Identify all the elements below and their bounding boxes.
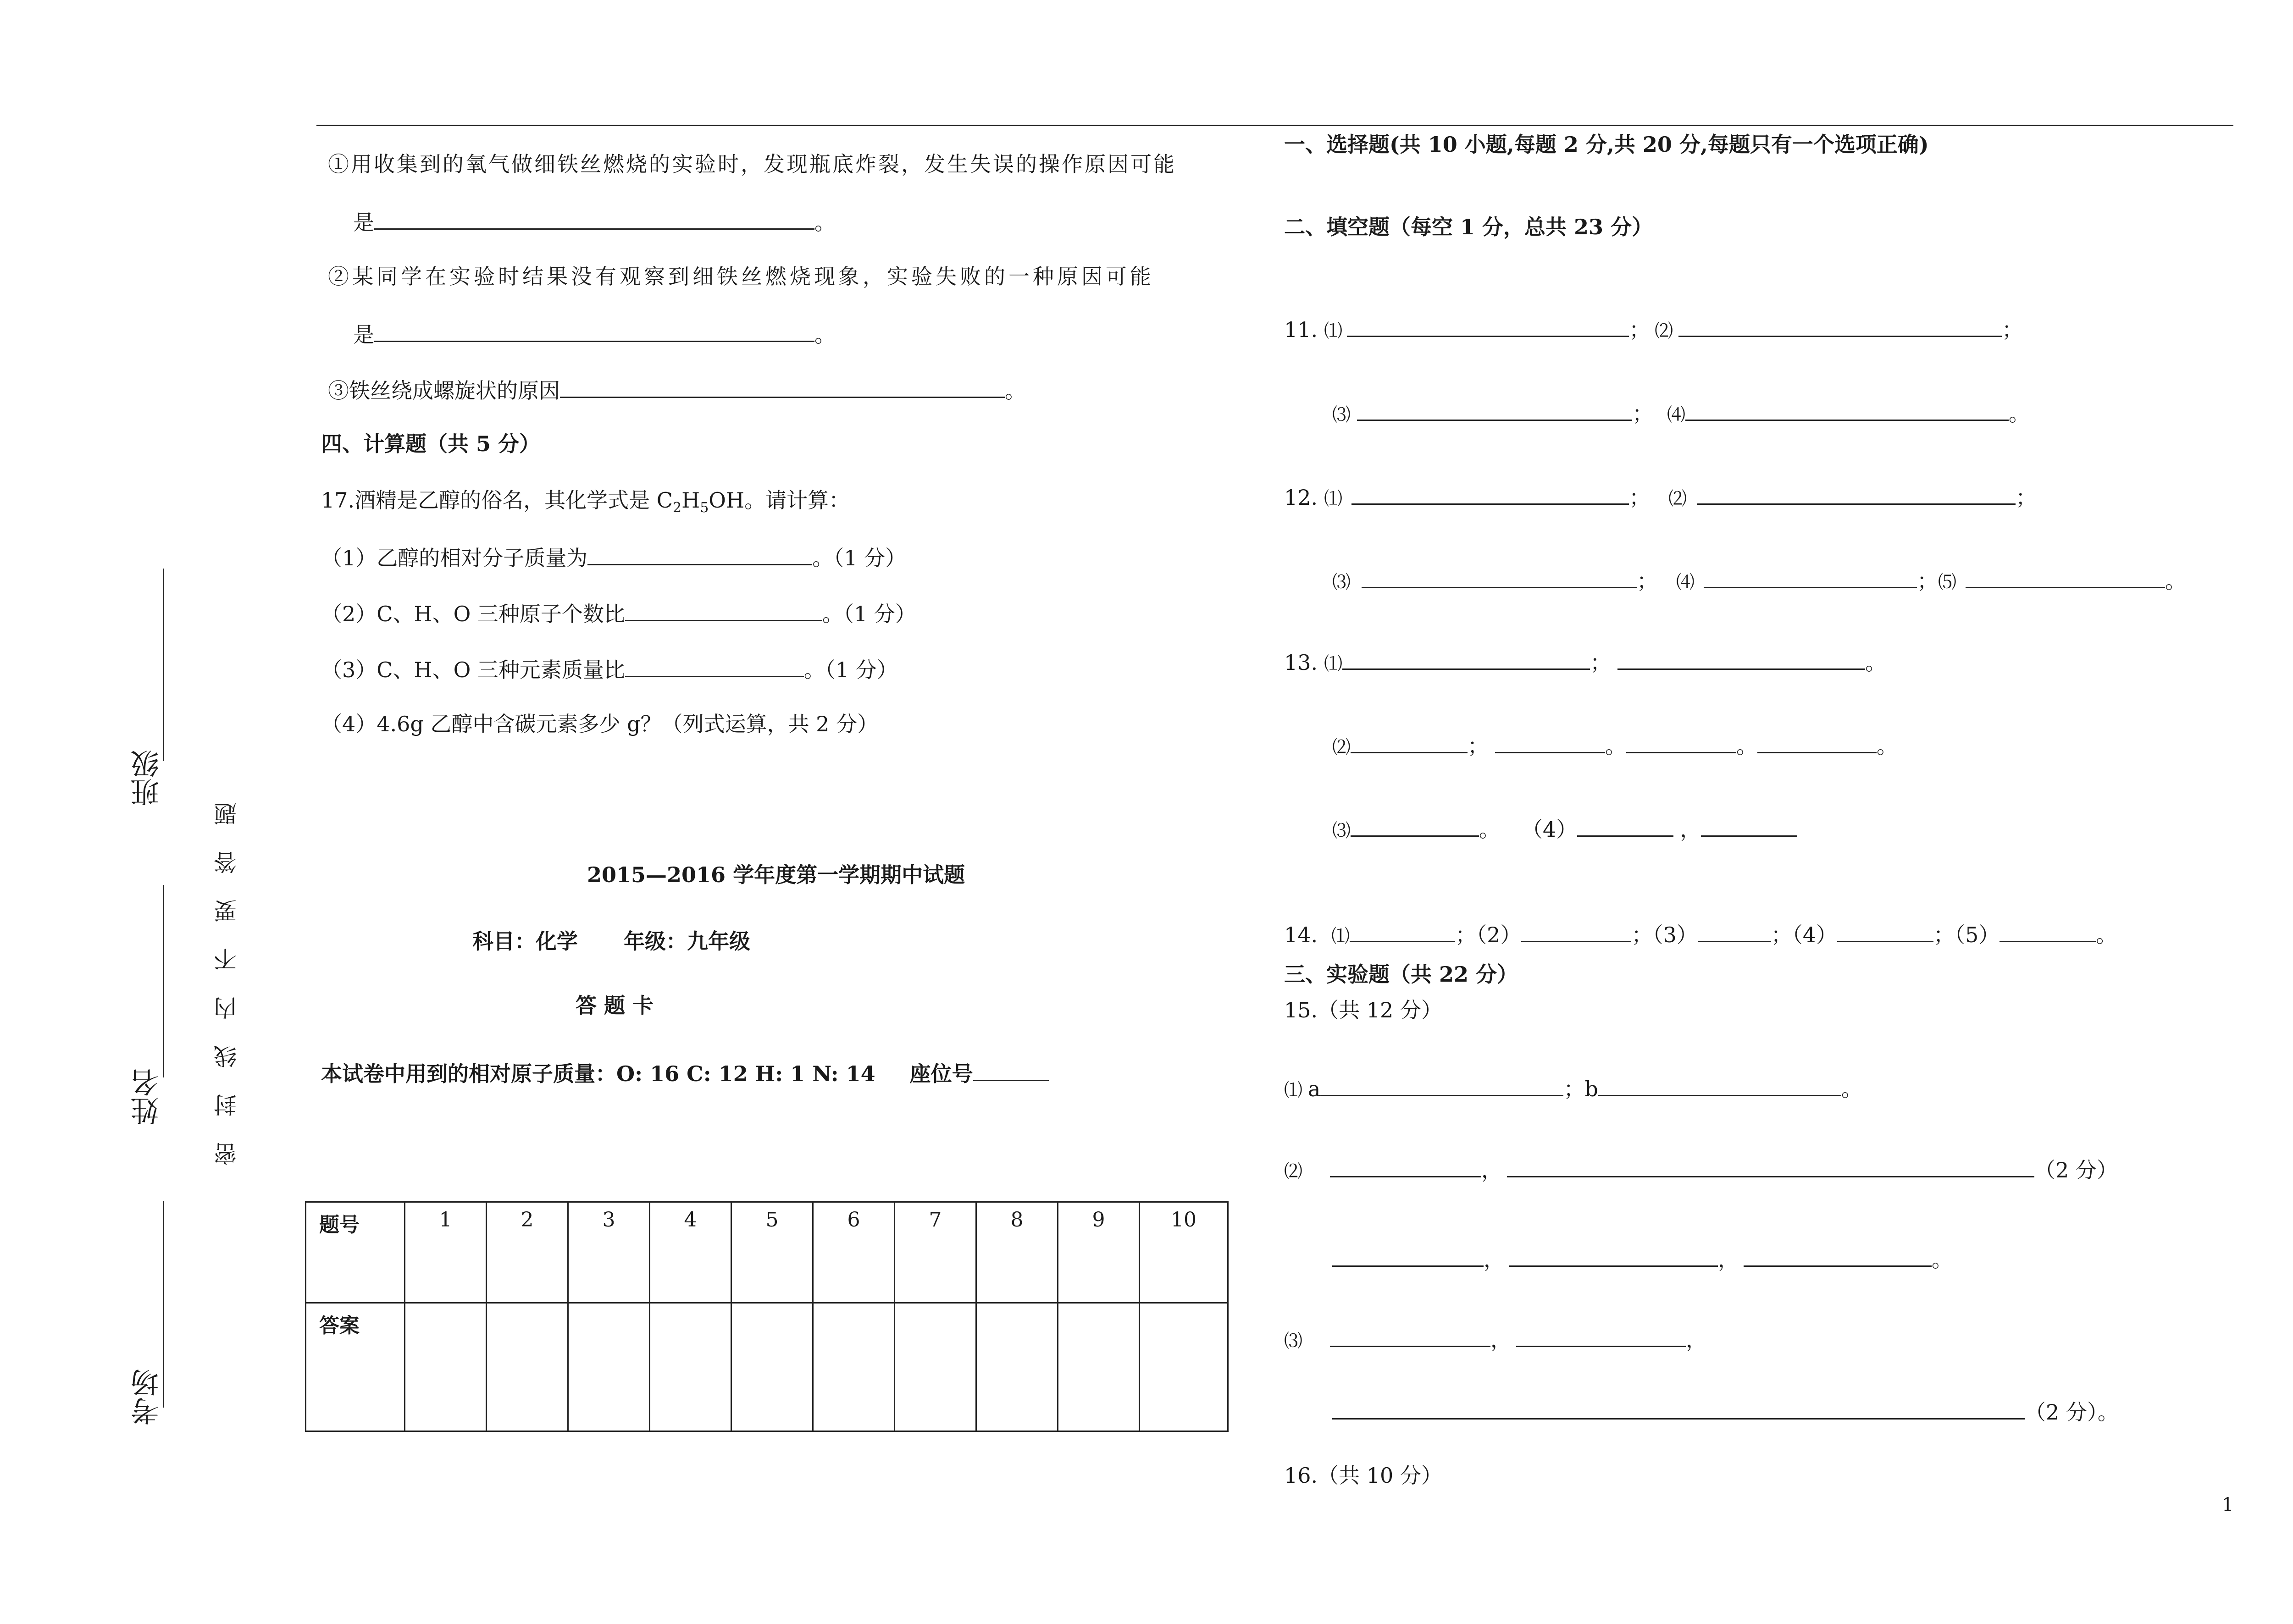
grade-label: 年级：九年级 [624,929,750,954]
table-col-2: 2 [487,1202,568,1303]
answer-blank[interactable] [1330,1327,1490,1347]
q15-a: a [1308,1077,1321,1101]
sep: ； [1629,317,1651,342]
answer-blank[interactable] [1320,1077,1563,1096]
pts: （2 分） [2034,1158,2118,1182]
exam-title: 2015—2016 学年度第一学期期中试题 [587,862,965,887]
table-col-5: 5 [731,1202,813,1303]
q17-3-text: （3）C、H、O 三种元素质量比 [321,657,625,682]
sep: ， [1686,1327,1707,1352]
sep: ； [1563,1077,1585,1101]
calc-heading: 四、计算题（共 5 分） [321,431,541,456]
answer-blank[interactable] [1837,922,1933,942]
answer-blank[interactable] [1357,401,1632,421]
seal-text: 密 封 线 内 不 要 答 题 [214,793,240,1166]
answer-blank[interactable] [1704,569,1917,588]
q17-sub2: 2 [672,500,682,516]
exp-line-3-text: ③铁丝绕成螺旋状的原因 [328,378,560,403]
answer-blank[interactable] [1495,734,1605,753]
sep: ， [1484,1247,1505,1272]
sep: ； [1629,485,1651,510]
table-col-9: 9 [1058,1202,1140,1303]
q12-row1 [1284,485,2037,508]
q17-h: H [681,488,700,513]
exp-line-1b-text: 是 [353,210,374,235]
q12-num: 12. [1284,485,1318,510]
q13-row2 [1332,734,1898,757]
q13-row3 [1332,817,1797,840]
q12-p2: ⑵ [1668,488,1687,509]
answer-blank[interactable] [1342,650,1590,670]
answer-cell-9[interactable] [1058,1303,1140,1431]
exp-line-3-end: 。 [1005,378,1026,403]
q17-4: （4）4.6g 乙醇中含碳元素多少 g？（列式运算，共 2 分） [321,712,879,736]
name-label: 姓名 [130,1068,164,1125]
table-col-1: 1 [405,1202,487,1303]
sep: ， [1718,1247,1739,1272]
q13-p2: ⑵ [1332,737,1351,758]
answer-blank[interactable] [1332,1400,2025,1420]
answer-blank[interactable] [1626,734,1736,753]
table-col-8: 8 [976,1202,1058,1303]
card-title: 答 题 卡 [576,993,654,1018]
table-col-3: 3 [568,1202,650,1303]
end: 。 [1841,1077,1862,1101]
exp-line-1: ①用收集到的氧气做细铁丝燃烧的实验时，发现瓶底炸裂，发生失误的操作原因可能 [328,152,1176,177]
answer-cell-10[interactable] [1140,1303,1228,1431]
q13-p4: （4） [1532,817,1578,842]
sep: ； [1933,922,1955,947]
answer-blank[interactable] [1351,734,1468,753]
sep: ； [2016,485,2037,510]
q15-p1: ⑴ [1284,1080,1302,1101]
margin-line-mid [163,885,164,1077]
end: 。 [2165,569,2186,593]
q12-row2 [1332,569,2186,591]
q13-p3: ⑶ [1332,820,1351,841]
q15-heading: 15.（共 12 分） [1284,998,1442,1022]
answer-blank[interactable] [560,378,1005,398]
table-col-6: 6 [813,1202,895,1303]
q16-heading: 16.（共 10 分） [1284,1463,1442,1488]
exp-line-1b [353,210,836,233]
answer-blank[interactable] [1509,1247,1718,1267]
answer-blank[interactable] [1617,650,1865,670]
room-label: 考场 [130,1369,164,1425]
answer-blank[interactable] [1744,1247,1932,1267]
q11-row1 [1284,317,2023,340]
q14-p5: （5） [1955,922,2000,947]
page-number: 1 [2222,1494,2234,1515]
answer-blank[interactable] [374,210,814,230]
section-1-heading: 一、选择题(共 10 小题,每题 2 分,共 20 分,每题只有一个选项正确) [1284,132,1929,157]
answer-cell-4[interactable] [650,1303,731,1431]
sep: 。 [1736,734,1757,758]
answer-blank[interactable] [1678,317,2002,337]
answer-blank[interactable] [587,546,812,565]
q14-row [1284,922,2117,945]
q15-p2: ⑵ [1284,1161,1302,1182]
table-col-10: 10 [1140,1202,1228,1303]
answer-blank[interactable] [1330,1158,1481,1177]
q13-num: 13. [1284,650,1318,675]
answer-blank[interactable] [1362,569,1637,588]
q11-p1: ⑴ [1324,320,1343,342]
sep: 。 [1605,734,1626,758]
section-3-heading: 三、实验题（共 22 分） [1284,962,1518,987]
q11-row2 [1332,401,2030,424]
q14-num: 14. [1284,922,1318,947]
table-head-label: 题号 [306,1202,405,1303]
sep: 。 [1479,817,1500,842]
sep: ； [1455,922,1477,947]
q11-p3: ⑶ [1332,404,1351,425]
end: 。 [1877,734,1898,758]
answer-blank[interactable] [1351,817,1479,837]
margin-line-top [163,569,164,761]
q17-1-text: （1）乙醇的相对分子质量为 [321,546,588,570]
q15-row5 [1332,1400,2119,1423]
answer-blank[interactable] [1351,485,1629,505]
q17-intro [321,490,850,515]
q11-p4: ⑷ [1667,404,1685,425]
answer-blank[interactable] [1757,734,1877,753]
q15-row4 [1284,1327,1707,1350]
q15-row2 [1284,1158,2118,1181]
header-rule-right [1289,125,2233,126]
answer-blank[interactable] [1697,485,2016,505]
q17-prefix: 17.酒精是乙醇的俗名，其化学式是 C [321,488,673,513]
table-col-4: 4 [650,1202,731,1303]
sep: ， [1481,1158,1502,1182]
table-answer-label: 答案 [306,1303,405,1431]
sep: ； [1631,922,1653,947]
answer-blank[interactable] [1347,317,1629,337]
q17-3 [321,657,898,680]
q17-1 [321,546,906,569]
q14-p4: （4） [1792,922,1837,947]
answer-blank[interactable] [1516,1327,1686,1347]
sep: ； [1632,401,1653,426]
q13-p1: ⑴ [1324,653,1343,674]
q12-p5: ⑸ [1938,572,1956,593]
q17-2-text: （2）C、H、O 三种原子个数比 [321,602,625,626]
sep: ； [2002,317,2023,342]
answer-blank[interactable] [625,657,804,677]
sep: ； [1590,650,1612,675]
pts-end: （2 分）。 [2025,1400,2119,1425]
exp-line-2b-text: 是 [353,322,374,347]
atomic-masses-text: 本试卷中用到的相对原子质量：O: 16 C: 12 H: 1 N: 14 [321,1061,875,1086]
section-2-heading: 二、填空题（每空 1 分，总共 23 分） [1284,215,1653,239]
sep: ； [1771,922,1792,947]
q12-p1: ⑴ [1324,488,1343,509]
atomic-masses [321,1061,1049,1084]
answer-blank[interactable] [1577,817,1673,837]
answer-blank[interactable] [1685,401,2009,421]
q11-num: 11. [1284,317,1318,342]
q12-p4: ⑷ [1676,572,1695,593]
sep: ； [1637,569,1658,593]
q15-row3 [1332,1247,1953,1270]
q14-p2: （2） [1476,922,1522,947]
seat-label: 座位号 [909,1061,973,1086]
class-label: 班级 [130,750,164,806]
subject-label: 科目：化学 [472,929,578,954]
answer-blank[interactable] [1350,922,1455,942]
answer-cell-7[interactable] [895,1303,976,1431]
q17-2 [321,602,916,624]
answer-blank[interactable] [1332,1247,1484,1267]
q15-row1 [1284,1077,1862,1099]
answer-blank[interactable] [625,602,822,621]
q14-p3: （3） [1652,922,1698,947]
q17-3-end: 。（1 分） [803,657,898,682]
answer-cell-1[interactable] [405,1303,487,1431]
exp-line-3 [328,378,1026,401]
answer-cell-6[interactable] [813,1303,895,1431]
answer-cell-3[interactable] [568,1303,650,1431]
end: 。 [2096,922,2117,947]
answer-blank[interactable] [1966,569,2165,588]
answer-blank[interactable] [1598,1077,1841,1096]
end: 。 [1932,1247,1953,1272]
q14-p1: ⑴ [1331,926,1350,947]
answer-table [305,1201,1229,1432]
table-col-7: 7 [895,1202,976,1303]
q12-p3: ⑶ [1332,572,1351,593]
sep: ； [1917,569,1938,593]
exp-line-2b [353,322,836,345]
sep: ， [1490,1327,1512,1352]
q15-b: b [1584,1077,1598,1101]
q17-suffix: OH。请计算： [709,488,850,513]
exp-line-1b-end: 。 [814,210,836,235]
header-rule-left [316,125,1289,126]
answer-blank[interactable] [374,322,814,342]
exp-line-2: ②某同学在实验时结果没有观察到细铁丝燃烧现象，实验失败的一种原因可能 [328,264,1154,289]
answer-blank[interactable] [1701,817,1797,837]
answer-blank[interactable] [1999,922,2096,942]
answer-cell-8[interactable] [976,1303,1058,1431]
q17-2-end: 。（1 分） [822,602,916,626]
q15-p3: ⑶ [1284,1331,1302,1352]
end: 。 [1865,650,1887,675]
end: 。 [2009,401,2030,426]
answer-blank[interactable] [1698,922,1771,942]
answer-blank[interactable] [1507,1158,2034,1177]
exp-line-2b-end: 。 [814,322,836,347]
sep: ； [1468,734,1489,758]
q11-p2: ⑵ [1655,320,1673,342]
q17-1-end: 。（1 分） [812,546,907,570]
answer-blank[interactable] [1521,922,1631,942]
answer-cell-5[interactable] [731,1303,813,1431]
sep: ， [1680,817,1701,842]
q13-row1 [1284,650,1886,673]
q17-sub5: 5 [700,500,709,516]
answer-cell-2[interactable] [487,1303,568,1431]
seat-blank[interactable] [973,1061,1049,1081]
